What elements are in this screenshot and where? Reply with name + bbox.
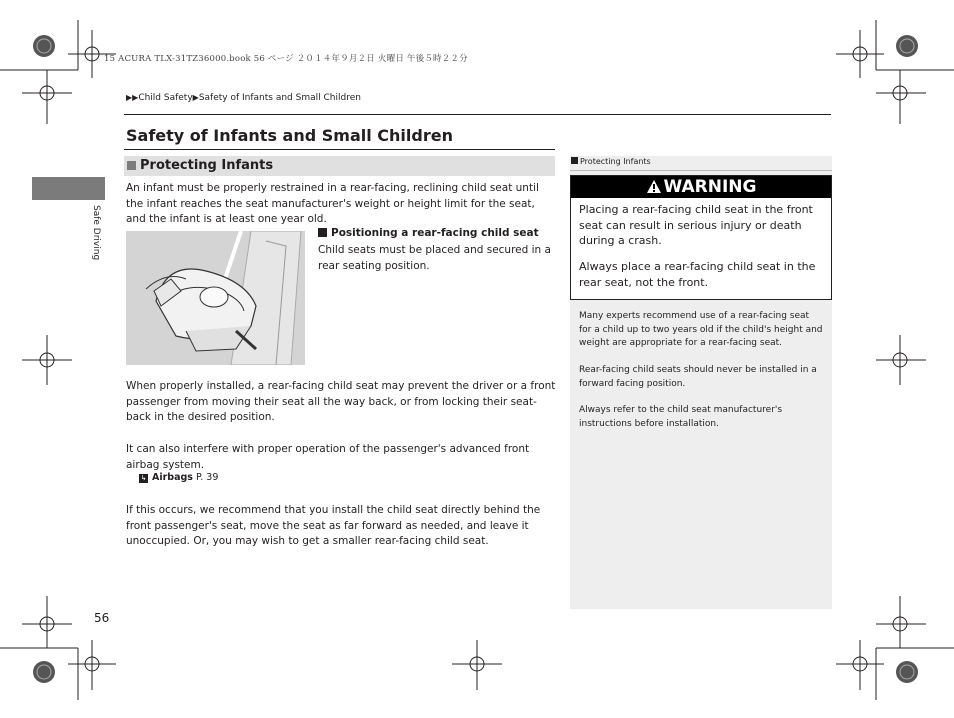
page-title: Safety of Infants and Small Children: [126, 126, 453, 145]
page-number: 56: [94, 611, 110, 625]
paragraph-recommendation: If this occurs, we recommend that you install the child seat directly behind the front passenger's seat, move the seat as far forward as needed, and leave it unoccupied. Or, you may wish to get a smaller rear-facing child seat.: [126, 504, 541, 547]
side-column-tag-rule: [570, 170, 832, 171]
paragraph-intro: An infant must be properly restrained in a rear-facing, reclining child seat until the infant reaches the seat manufacturer's weight or height limit for the seat, and the infant is at least one year old.: [126, 182, 539, 225]
child-seat-drawing: [126, 231, 305, 365]
section-title: Protecting Infants: [140, 158, 274, 173]
subheading-text: Positioning a rear-facing child seat: [331, 227, 539, 239]
paragraph-installation: When properly installed, a rear-facing child seat may prevent the driver or a front passenger from moving their seat all the way back, or from locking their seat-back in the desired position.: [126, 380, 556, 423]
chapter-label-text: Safe Driving: [91, 205, 101, 261]
warning-paragraph-1: Placing a rear-facing child seat in the front seat can result in serious injury or death during a crash.: [579, 203, 813, 247]
warning-title: WARNING: [663, 177, 757, 197]
chapter-tab: [32, 177, 105, 200]
side-note-2: Rear-facing child seats should never be installed in a forward facing position.: [579, 365, 817, 389]
title-rule: [124, 149, 555, 150]
side-column-tag-text: Protecting Infants: [580, 157, 651, 166]
warning-triangle-icon: [646, 179, 662, 194]
breadcrumb-item-child-safety[interactable]: Child Safety: [138, 93, 193, 103]
side-note-3: Always refer to the child seat manufacturer's instructions before installation.: [579, 405, 783, 429]
section-header: [124, 156, 555, 176]
warning-header: [571, 176, 831, 198]
subheading-square-icon: [318, 228, 327, 237]
side-note-1: Many experts recommend use of a rear-facing seat for a child up to two years old if the child's height and weight are appropriate for a rear-facing seat.: [579, 311, 823, 348]
child-seat-illustration: [126, 231, 305, 365]
cross-reference-icon: ↳: [140, 474, 147, 482]
warning-paragraph-2: Always place a rear-facing child seat in the rear seat, not the front.: [579, 260, 816, 289]
chapter-label: [87, 205, 103, 275]
subheading-text-body: Child seats must be placed and secured in a rear seating position.: [318, 244, 551, 272]
breadcrumb: [126, 93, 361, 103]
breadcrumb-separator: ▶: [192, 93, 199, 102]
paragraph-airbag: It can also interfere with proper operation of the passenger's advanced front airbag system.: [126, 443, 530, 471]
breadcrumb-item-current: Safety of Infants and Small Children: [198, 93, 361, 103]
side-tag-icon: [571, 157, 578, 164]
breadcrumb-arrows: ▶▶: [126, 93, 139, 102]
cross-reference-label[interactable]: Airbags: [152, 472, 193, 483]
side-column-tag: [571, 157, 651, 166]
subheading: [318, 227, 539, 239]
header-rule: [124, 114, 831, 115]
cross-reference-page: P. 39: [196, 472, 219, 483]
section-square-icon: [127, 161, 136, 170]
cross-reference-link[interactable]: [139, 472, 218, 483]
warning-box: [570, 175, 832, 300]
print-header-meta: 15 ACURA TLX-31TZ36000.book 56 ページ ２０１４年９月２日 火曜日 午後５時２２分: [104, 54, 468, 64]
